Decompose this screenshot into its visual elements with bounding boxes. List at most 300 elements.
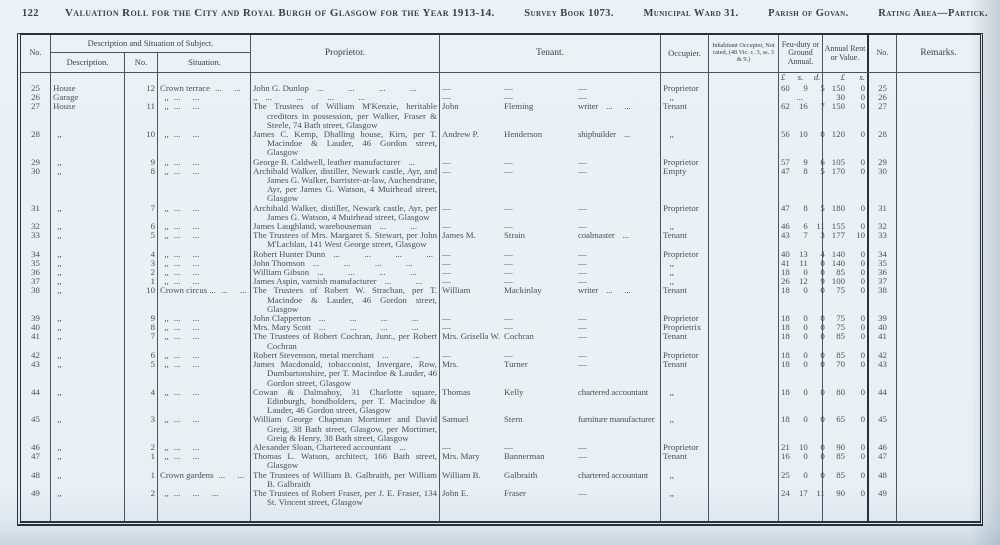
- feu-pounds: 40: [781, 248, 790, 259]
- col-header-situation: Situation.: [188, 57, 221, 67]
- tenant-surname: —: [504, 349, 513, 360]
- tenant-forename: —: [442, 267, 451, 278]
- tenant-forename: —: [442, 221, 451, 232]
- feu-shillings: 0: [803, 322, 808, 333]
- proprietor-cell: The Trustees of William M'Kenzie, heritable creditors in possession, per Walker, Fraser & Steele, 74 Bath street, Glasgow: [251, 102, 440, 130]
- description-cell: ,,: [51, 231, 125, 249]
- roll-number-right: 26: [869, 93, 897, 102]
- dot-leaders: ...: [399, 441, 406, 452]
- street-number-cell: 4: [125, 388, 158, 416]
- tenant-forename: —: [442, 276, 451, 287]
- remarks-cell: [897, 360, 980, 388]
- feu-shillings: 6: [803, 221, 808, 232]
- roll-number-left: 32: [21, 222, 51, 231]
- rent-shillings: 0: [860, 92, 865, 103]
- inhabitant-occupier-cell: [709, 332, 779, 350]
- inhabitant-occupier-cell: [709, 286, 779, 314]
- roll-number-right: 30: [869, 167, 897, 204]
- inhabitant-occupier-cell: [709, 323, 779, 332]
- proprietor-cell: James Aspin, varnish manufacturer ... ...: [251, 277, 440, 286]
- remarks-cell: [897, 93, 980, 102]
- tenant-forename: Mrs. Mary: [442, 451, 480, 462]
- remarks-cell: [897, 222, 980, 231]
- remarks-cell: [897, 204, 980, 222]
- rent-pounds: 155: [831, 221, 845, 232]
- dot-leaders: ...: [622, 230, 629, 241]
- dot-leaders: ... ... ... ...: [333, 248, 433, 259]
- table-filler-row: [21, 507, 980, 521]
- feu-shillings: 16: [799, 101, 808, 112]
- remarks-cell: [897, 471, 980, 489]
- col-header-description-group: [51, 35, 251, 72]
- col-header-inhabitant-occupier: Inhabitant Occupier, Not rated, (48 Vic. c. 3, ss. 3 & 9.): [709, 35, 779, 72]
- feu-pence: 11: [816, 487, 825, 498]
- feu-duty-cell: [779, 204, 823, 222]
- description-cell: ,,: [51, 351, 125, 360]
- tenant-forename: Mrs. Grisella W.: [442, 331, 501, 342]
- table-row: [21, 415, 980, 443]
- feu-duty-cell: [779, 286, 823, 314]
- situation-cell: ,, ... ... ...: [158, 489, 251, 507]
- tenant-occupation: —: [578, 331, 587, 342]
- dot-leaders: ... ...: [215, 83, 241, 93]
- proprietor-cell: James Macdonald, tobacconist, Invergare, Row, Dumbartonshire, per T. Macindoe & Lauder, 46 Gordon street, Glasgow: [251, 360, 440, 388]
- tenant-occupation: coalmaster: [578, 230, 615, 241]
- remarks-cell: [897, 351, 980, 360]
- feu-pence: 0: [820, 451, 825, 462]
- feu-pence: [806, 93, 820, 102]
- inhabitant-occupier-cell: [709, 231, 779, 249]
- proprietor-cell: Robert Stevenson, metal merchant ... ...: [251, 351, 440, 360]
- proprietor-cell: Mrs. Mary Scott ... ... ... ...: [251, 323, 440, 332]
- feu-shillings: 8: [803, 165, 808, 176]
- situation-cell: ,, ... ...: [158, 323, 251, 332]
- description-cell: ,,: [51, 415, 125, 443]
- tenant-surname: —: [504, 92, 513, 103]
- rent-pounds: 85: [836, 451, 845, 462]
- rent-shillings: 0: [860, 487, 865, 498]
- tenant-occupation: —: [578, 451, 587, 462]
- rent-pounds: 170: [831, 165, 845, 176]
- tenant-forename: John: [442, 101, 459, 112]
- roll-number-left: 39: [21, 314, 51, 323]
- tenant-forename: James M.: [442, 230, 476, 241]
- rent-shillings: 0: [860, 202, 865, 213]
- dot-leaders: ... ...: [606, 285, 631, 296]
- table-row: [21, 471, 980, 489]
- description-cell: ,,: [51, 323, 125, 332]
- roll-number-left: 48: [21, 471, 51, 489]
- tenant-occupation: —: [578, 83, 587, 93]
- tenant-surname: Mackinlay: [504, 285, 542, 296]
- dot-leaders: ... ...: [173, 202, 200, 213]
- situation-cell: ,, ... ...: [158, 277, 251, 286]
- rent-pounds: 75: [836, 313, 845, 324]
- rent-pounds: 180: [831, 202, 845, 213]
- situation-cell: ,, ... ...: [158, 231, 251, 249]
- feu-duty-cell: [779, 332, 823, 350]
- proprietor-cell: The Trustees of Robert Cochran, Junr., per Robert Cochran: [251, 332, 440, 350]
- proprietor-cell: George B. Caldwell, leather manufacturer ...: [251, 158, 440, 167]
- feu-pence: 11: [816, 221, 825, 232]
- feu-pounds: 16: [781, 451, 790, 462]
- remarks-cell: [897, 268, 980, 277]
- roll-number-right: 48: [869, 471, 897, 489]
- tenant-cell: [440, 259, 661, 268]
- rent-pounds: 80: [836, 386, 845, 397]
- feu-shillings: 8: [803, 202, 808, 213]
- tenant-surname: —: [504, 202, 513, 213]
- rent-pounds: 100: [831, 276, 845, 287]
- street-number-cell: 2: [125, 268, 158, 277]
- feu-shillings: 12: [799, 276, 808, 287]
- occupier-cell: Proprietor: [661, 250, 709, 259]
- remarks-cell: [897, 250, 980, 259]
- situation-cell: ,, ... ...: [158, 259, 251, 268]
- tenant-forename: —: [442, 165, 451, 176]
- inhabitant-occupier-cell: [709, 415, 779, 443]
- feu-pounds: 26: [781, 276, 790, 287]
- col-header-no: No.: [21, 35, 51, 72]
- roll-number-left: 33: [21, 231, 51, 249]
- tenant-occupation: —: [578, 267, 587, 278]
- tenant-occupation: —: [578, 276, 587, 287]
- remarks-cell: [897, 489, 980, 507]
- dot-leaders: ... ... ... ...: [318, 322, 419, 333]
- col-header-proprietor: Proprietor.: [251, 35, 440, 72]
- tenant-cell: [440, 130, 661, 158]
- col-header-occupier: Occupier.: [661, 35, 709, 72]
- tenant-forename: —: [442, 248, 451, 259]
- table-row: [21, 167, 980, 204]
- tenant-occupation: —: [578, 349, 587, 360]
- rent-shillings: 0: [860, 83, 865, 93]
- roll-number-right: 31: [869, 204, 897, 222]
- feu-pence: 0: [820, 313, 825, 324]
- roll-number-left: 26: [21, 93, 51, 102]
- rent-currency-labels: £ s.: [823, 73, 869, 84]
- feu-shillings: 0: [803, 267, 808, 278]
- tenant-surname: —: [504, 165, 513, 176]
- occupier-cell: ,,: [661, 471, 709, 489]
- feu-pounds: 18: [781, 322, 790, 333]
- feu-pounds: 47: [781, 202, 790, 213]
- annual-rent-cell: [823, 452, 869, 470]
- feu-pence: 5: [820, 202, 825, 213]
- roll-number-right: 28: [869, 130, 897, 158]
- tenant-cell: [440, 250, 661, 259]
- description-cell: ,,: [51, 130, 125, 158]
- dot-leaders: ... ...: [173, 451, 200, 462]
- tenant-occupation: —: [578, 313, 587, 324]
- table-row: [21, 489, 980, 507]
- feu-pence: 0: [820, 359, 825, 370]
- tenant-surname: —: [504, 248, 513, 259]
- situation-cell: ,, ... ...: [158, 443, 251, 452]
- annual-rent-cell: [823, 360, 869, 388]
- description-cell: ,,: [51, 443, 125, 452]
- rent-shillings: 0: [860, 156, 865, 167]
- table-row: [21, 231, 980, 249]
- rent-shillings: 0: [860, 257, 865, 268]
- occupier-cell: Proprietor: [661, 351, 709, 360]
- dot-leaders: ... ...: [173, 349, 200, 360]
- tenant-surname: Strain: [504, 230, 526, 241]
- street-number-cell: 5: [125, 231, 158, 249]
- tenant-occupation: —: [578, 441, 587, 452]
- roll-number-left: 46: [21, 443, 51, 452]
- occupier-cell: ,,: [661, 130, 709, 158]
- roll-number-right: 42: [869, 351, 897, 360]
- tenant-surname: —: [504, 322, 513, 333]
- proprietor-cell: The Trustees of Robert W. Strachan, per T. Macindoe & Lauder, 46 Gordon street, Glasgow: [251, 286, 440, 314]
- page-number: 122: [22, 8, 39, 19]
- occupier-cell: Proprietor: [661, 158, 709, 167]
- feu-pounds: 60: [781, 83, 790, 93]
- description-cell: ,,: [51, 314, 125, 323]
- annual-rent-cell: [823, 471, 869, 489]
- street-number-cell: 10: [125, 130, 158, 158]
- description-cell: ,,: [51, 332, 125, 350]
- tenant-occupation: —: [578, 487, 587, 498]
- situation-cell: ,, ... ...: [158, 158, 251, 167]
- feu-pounds: 47: [781, 165, 790, 176]
- street-number-cell: 9: [125, 158, 158, 167]
- tenant-forename: —: [442, 83, 451, 93]
- description-cell: ,,: [51, 204, 125, 222]
- tenant-surname: —: [504, 276, 513, 287]
- description-cell: ,,: [51, 259, 125, 268]
- roll-number-right: 25: [869, 84, 897, 93]
- situation-cell: ,, ... ...: [158, 204, 251, 222]
- situation-cell: ,, ... ...: [158, 167, 251, 204]
- feu-shillings: 10: [799, 129, 808, 140]
- tenant-forename: Samuel: [442, 414, 469, 425]
- situation-cell: Crown terrace ... ...: [158, 84, 251, 93]
- remarks-cell: [897, 314, 980, 323]
- feu-pence: 0: [820, 285, 825, 296]
- tenant-cell: [440, 268, 661, 277]
- description-cell: ,,: [51, 489, 125, 507]
- rent-pounds: 85: [836, 267, 845, 278]
- dot-leaders: ... ...: [382, 349, 420, 360]
- inhabitant-occupier-cell: [709, 222, 779, 231]
- roll-number-left: 31: [21, 204, 51, 222]
- description-cell: ,,: [51, 268, 125, 277]
- annual-rent-cell: [823, 130, 869, 158]
- col-header-feu-duty: Feu-duty or Ground Annual.: [779, 35, 823, 72]
- occupier-cell: ,,: [661, 489, 709, 507]
- tenant-cell: [440, 102, 661, 130]
- occupier-cell: Empty: [661, 167, 709, 204]
- dot-leaders: ... ...: [173, 441, 200, 452]
- feu-shillings: 9: [803, 83, 808, 93]
- table-row: [21, 204, 980, 222]
- roll-number-right: 36: [869, 268, 897, 277]
- street-number-cell: 11: [125, 102, 158, 130]
- feu-shillings: 0: [803, 349, 808, 360]
- rent-shillings: 0: [860, 285, 865, 296]
- street-number-cell: 6: [125, 222, 158, 231]
- description-cell: ,,: [51, 167, 125, 204]
- roll-number-right: 49: [869, 489, 897, 507]
- feu-shillings: ...: [796, 92, 803, 103]
- feu-pence: 7: [820, 101, 825, 112]
- inhabitant-occupier-cell: [709, 268, 779, 277]
- municipal-ward-label: Municipal Ward 31.: [643, 8, 739, 19]
- remarks-cell: [897, 443, 980, 452]
- feu-shillings: 11: [799, 257, 808, 268]
- dot-leaders: ... ...: [173, 156, 200, 167]
- remarks-cell: [897, 130, 980, 158]
- roll-number-right: 27: [869, 102, 897, 130]
- proprietor-cell: Archibald Walker, distiller, Newark castle, Ayr, per James G. Watson, 4 Muirhead street, Glasgow: [251, 204, 440, 222]
- tenant-cell: [440, 84, 661, 93]
- inhabitant-occupier-cell: [709, 277, 779, 286]
- description-cell: ,,: [51, 158, 125, 167]
- feu-pounds: 18: [781, 359, 790, 370]
- dot-leaders: ... ...: [173, 267, 200, 278]
- rent-shillings: 0: [860, 313, 865, 324]
- occupier-cell: Proprietor: [661, 314, 709, 323]
- rent-shillings: 0: [860, 248, 865, 259]
- tenant-forename: Mrs.: [442, 359, 459, 370]
- feu-shillings: 0: [803, 313, 808, 324]
- street-number-cell: 2: [125, 489, 158, 507]
- dot-leaders: ... ...: [173, 313, 200, 324]
- feu-pence: 0: [820, 469, 825, 480]
- inhabitant-occupier-cell: [709, 351, 779, 360]
- roll-number-left: 47: [21, 452, 51, 470]
- feu-shillings: 0: [803, 285, 808, 296]
- situation-cell: ,, ... ...: [158, 250, 251, 259]
- remarks-cell: [897, 332, 980, 350]
- dot-leaders: ... ...: [173, 257, 200, 268]
- situation-cell: ,, ... ...: [158, 222, 251, 231]
- tenant-surname: —: [504, 257, 513, 268]
- feu-pence: 0: [820, 257, 825, 268]
- dot-leaders: ... ...: [220, 285, 247, 296]
- rent-shillings: 0: [860, 349, 865, 360]
- page-title: Valuation Roll for the City and Royal Burgh of Glasgow for the Year 1913-14.: [64, 7, 495, 19]
- tenant-surname: —: [504, 156, 513, 167]
- tenant-forename: Thomas: [442, 386, 471, 397]
- dot-leaders: ... ...: [173, 129, 200, 140]
- tenant-occupation: —: [578, 92, 587, 103]
- description-cell: ,,: [51, 452, 125, 470]
- tenant-surname: Cochran: [504, 331, 534, 342]
- annual-rent-cell: [823, 489, 869, 507]
- feu-pounds: 24: [781, 487, 790, 498]
- dot-leaders: ... ...: [173, 165, 200, 176]
- inhabitant-occupier-cell: [709, 250, 779, 259]
- rent-pounds: 75: [836, 322, 845, 333]
- feu-shillings: 13: [799, 248, 808, 259]
- feu-shillings: 7: [803, 230, 808, 241]
- roll-number-right: 47: [869, 452, 897, 470]
- occupier-cell: Tenant: [661, 286, 709, 314]
- situation-cell: ,, ... ...: [158, 93, 251, 102]
- dot-leaders: ... ...: [173, 248, 200, 259]
- remarks-cell: [897, 102, 980, 130]
- tenant-occupation: —: [578, 322, 587, 333]
- dot-leaders: ... ...: [173, 386, 200, 397]
- dot-leaders: ... ...: [379, 221, 418, 232]
- tenant-surname: Fraser: [504, 487, 526, 498]
- street-number-cell: 12: [125, 84, 158, 93]
- rent-pounds: 150: [831, 83, 845, 93]
- situation-cell: ,, ... ...: [158, 415, 251, 443]
- annual-rent-cell: [823, 204, 869, 222]
- description-cell: ,,: [51, 286, 125, 314]
- inhabitant-occupier-cell: [709, 388, 779, 416]
- occupier-cell: Tenant: [661, 231, 709, 249]
- situation-cell: ,, ... ...: [158, 268, 251, 277]
- roll-number-right: 34: [869, 250, 897, 259]
- dot-leaders: ... ...: [384, 276, 423, 287]
- table-row: [21, 452, 980, 470]
- tenant-forename: —: [442, 349, 451, 360]
- proprietor-cell: Alexander Sloan, Chartered accountant ...: [251, 443, 440, 452]
- col-header-description-situation: Description and Situation of Subject.: [51, 35, 250, 53]
- occupier-cell: ,,: [661, 268, 709, 277]
- table-row: [21, 332, 980, 350]
- feu-pounds: 18: [781, 267, 790, 278]
- rent-pounds: 90: [836, 441, 845, 452]
- feu-duty-cell: [779, 489, 823, 507]
- inhabitant-occupier-cell: [709, 471, 779, 489]
- occupier-cell: ,,: [661, 222, 709, 231]
- tenant-occupation: —: [578, 221, 587, 232]
- street-number-cell: 9: [125, 314, 158, 323]
- description-cell: ,,: [51, 222, 125, 231]
- tenant-forename: —: [442, 322, 451, 333]
- rent-pounds: 75: [836, 285, 845, 296]
- rent-shillings: 0: [860, 469, 865, 480]
- street-number-cell: 3: [125, 415, 158, 443]
- roll-number-left: 36: [21, 268, 51, 277]
- feu-pounds: 57: [781, 156, 790, 167]
- rent-shillings: 10: [856, 230, 865, 241]
- tenant-cell: [440, 158, 661, 167]
- inhabitant-occupier-cell: [709, 158, 779, 167]
- proprietor-cell: The Trustees of Mrs. Margaret S. Stewart, per John M'Lachlan, 141 West George street, Glasgow: [251, 231, 440, 249]
- tenant-occupation: chartered accountant: [578, 469, 649, 480]
- feu-shillings: 9: [803, 156, 808, 167]
- feu-pence: 0: [820, 349, 825, 360]
- occupier-cell: ,,: [661, 93, 709, 102]
- col-header-tenant: Tenant.: [440, 35, 661, 72]
- annual-rent-cell: [823, 286, 869, 314]
- roll-number-right: 45: [869, 415, 897, 443]
- street-number-cell: 4: [125, 250, 158, 259]
- remarks-cell: [897, 415, 980, 443]
- tenant-occupation: —: [578, 156, 587, 167]
- tenant-cell: [440, 489, 661, 507]
- feu-pence: 0: [820, 129, 825, 140]
- street-number-cell: 10: [125, 286, 158, 314]
- roll-number-right: 43: [869, 360, 897, 388]
- annual-rent-cell: [823, 388, 869, 416]
- remarks-cell: [897, 259, 980, 268]
- inhabitant-occupier-cell: [709, 167, 779, 204]
- description-cell: ,,: [51, 360, 125, 388]
- rating-area-label: Rating Area—Partick.: [878, 8, 988, 19]
- dot-leaders: ... ...: [173, 359, 200, 370]
- tenant-occupation: writer: [578, 101, 599, 112]
- rent-pounds: 30: [836, 92, 845, 103]
- rent-pounds: 150: [831, 101, 845, 112]
